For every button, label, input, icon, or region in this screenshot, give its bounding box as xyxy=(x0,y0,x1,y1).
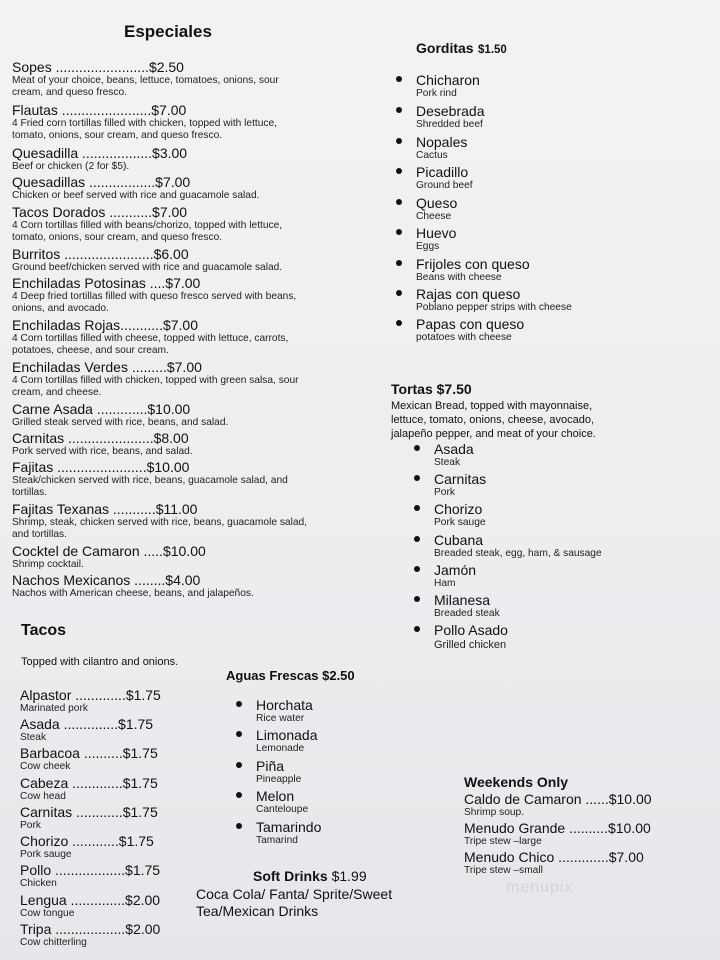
weekend-item xyxy=(464,820,651,848)
item-name: Pollo ..................$1.75 xyxy=(20,862,161,878)
item-name: Chicharon xyxy=(416,72,480,88)
item-name: Milanesa xyxy=(434,592,491,608)
item-name: Huevo xyxy=(416,225,457,241)
tortas-description xyxy=(391,399,596,441)
item-desc: 4 Corn tortillas filled with cheese, topped with lettuce, carrots, potatoes, cheese, and sour cream. xyxy=(12,333,289,356)
item-name: Limonada xyxy=(256,727,318,743)
gorditas-heading xyxy=(416,40,507,58)
item-desc: Cheese xyxy=(416,211,452,222)
bullet-icon xyxy=(414,475,420,481)
item-desc: Shrimp cocktail. xyxy=(12,559,84,570)
item-desc: Meat of your choice, beans, lettuce, tomatoes, onions, sour cream, and queso fresco. xyxy=(12,75,279,98)
especiales-heading: Especiales xyxy=(124,22,212,41)
watermark: menupix xyxy=(506,879,574,896)
item-desc: Eggs xyxy=(416,241,440,252)
tortas-desc-line: Mexican Bread, topped with mayonnaise, xyxy=(391,400,593,412)
bullet-icon xyxy=(236,731,242,737)
item-desc: Poblano pepper strips with cheese xyxy=(416,302,572,313)
bullet-icon xyxy=(396,229,402,235)
gorditas-price: $1.50 xyxy=(478,44,507,56)
item-desc: Cow cheek xyxy=(20,761,71,772)
torta-item xyxy=(414,562,476,590)
taco-item xyxy=(20,833,154,861)
especiales-item xyxy=(12,174,352,202)
especiales-item xyxy=(12,204,352,243)
gordita-item xyxy=(396,256,530,284)
item-name: Melon xyxy=(256,788,295,804)
item-desc: Ground beef xyxy=(416,180,473,191)
weekend-item xyxy=(464,791,652,819)
item-desc: Canteloupe xyxy=(256,804,309,815)
weekend-item xyxy=(464,849,644,877)
item-desc: Cow chitterling xyxy=(20,937,87,948)
item-desc: Pork xyxy=(20,820,41,831)
gorditas-title: Gorditas xyxy=(416,40,474,56)
gordita-item xyxy=(396,225,456,253)
item-name: Enchiladas Rojas...........$7.00 xyxy=(12,317,198,333)
item-desc: Chicken xyxy=(20,878,57,889)
item-name: Jamón xyxy=(434,562,477,578)
soft-drinks-heading xyxy=(253,868,367,884)
item-name: Chorizo xyxy=(434,501,483,517)
item-name: Tripa ..................$2.00 xyxy=(20,921,161,937)
especiales-item xyxy=(12,102,352,141)
bullet-icon xyxy=(396,199,402,205)
tortas-desc-line: jalapeño pepper, and meat of your choice. xyxy=(391,428,596,440)
agua-item xyxy=(236,788,308,816)
soft-drinks-line: Coca Cola/ Fanta/ Sprite/Sweet xyxy=(196,886,393,902)
soft-drinks-list xyxy=(196,886,392,920)
item-desc: Steak/chicken served with rice, beans, guacamole salad, and tortillas. xyxy=(12,475,288,498)
item-desc: Tripe stew –large xyxy=(464,836,542,847)
item-name: Quesadilla ..................$3.00 xyxy=(12,145,188,161)
item-name: Chorizo ............$1.75 xyxy=(20,833,154,849)
item-desc: Pork sauge xyxy=(434,517,486,528)
item-desc: Steak xyxy=(20,732,47,743)
item-name: Fajitas Texanas ...........$11.00 xyxy=(12,501,198,517)
item-desc: Grilled steak served with rice, beans, and salad. xyxy=(12,417,229,428)
item-name: Alpastor .............$1.75 xyxy=(20,687,161,703)
bullet-icon xyxy=(396,320,402,326)
item-desc: Shrimp soup. xyxy=(464,807,525,818)
torta-item xyxy=(414,622,508,652)
taco-item xyxy=(20,745,158,773)
taco-item xyxy=(20,921,160,949)
soft-drinks-line: Tea/Mexican Drinks xyxy=(196,903,319,919)
especiales-item xyxy=(12,317,352,356)
item-desc: Shredded beef xyxy=(416,119,483,130)
bullet-icon xyxy=(414,536,420,542)
item-desc: Grilled chicken xyxy=(434,639,507,651)
torta-item xyxy=(414,471,486,499)
bullet-icon xyxy=(396,76,402,82)
bullet-icon xyxy=(396,260,402,266)
item-name: Tacos Dorados ...........$7.00 xyxy=(12,204,188,220)
item-name: Rajas con queso xyxy=(416,286,521,302)
item-name: Menudo Grande ..........$10.00 xyxy=(464,820,651,836)
item-desc: Pork served with rice, beans, and salad. xyxy=(12,446,193,457)
especiales-item xyxy=(12,572,352,600)
taco-item xyxy=(20,862,160,890)
gordita-item xyxy=(396,316,524,344)
taco-item xyxy=(20,892,160,920)
weekends-heading: Weekends Only xyxy=(464,774,569,790)
item-name: Fajitas .......................$10.00 xyxy=(12,459,190,475)
item-desc: 4 Fried corn tortillas filled with chicken, topped with lettuce, tomato, onions, sour cream, and queso fresco. xyxy=(12,118,277,141)
especiales-item xyxy=(12,359,352,398)
item-desc: Pineapple xyxy=(256,774,302,785)
item-name: Pollo Asado xyxy=(434,622,508,638)
taco-item xyxy=(20,716,153,744)
torta-item xyxy=(414,441,474,469)
item-desc: Cactus xyxy=(416,150,448,161)
gordita-item xyxy=(396,195,457,223)
especiales-item xyxy=(12,145,352,173)
bullet-icon xyxy=(396,107,402,113)
gordita-item xyxy=(396,164,473,192)
item-name: Piña xyxy=(256,758,285,774)
bullet-icon xyxy=(414,596,420,602)
item-name: Lengua ..............$2.00 xyxy=(20,892,161,908)
item-desc: Lemonade xyxy=(256,743,305,754)
item-name: Cubana xyxy=(434,532,484,548)
bullet-icon xyxy=(414,505,420,511)
item-desc: Pork rind xyxy=(416,88,457,99)
bullet-icon xyxy=(236,792,242,798)
item-desc: potatoes with cheese xyxy=(416,332,512,343)
especiales-item xyxy=(12,59,352,98)
item-name: Enchiladas Potosinas ....$7.00 xyxy=(12,275,201,291)
tortas-heading: Tortas $7.50 xyxy=(391,381,472,397)
item-desc: Tamarind xyxy=(256,835,298,846)
item-name: Carnitas ......................$8.00 xyxy=(12,430,189,446)
torta-item xyxy=(414,592,500,620)
item-name: Tamarindo xyxy=(256,819,322,835)
item-desc: Ham xyxy=(434,578,456,589)
bullet-icon xyxy=(414,566,420,572)
item-name: Horchata xyxy=(256,697,313,713)
especiales-item xyxy=(12,275,352,314)
item-name: Asada ..............$1.75 xyxy=(20,716,154,732)
item-desc: Shrimp, steak, chicken served with rice, beans, guacamole salad, and tortillas. xyxy=(12,517,308,540)
torta-item xyxy=(414,501,486,529)
item-name: Frijoles con queso xyxy=(416,256,530,272)
item-name: Nachos Mexicanos ........$4.00 xyxy=(12,572,201,588)
item-desc: Pork sauge xyxy=(20,849,72,860)
item-name: Caldo de Camaron ......$10.00 xyxy=(464,791,652,807)
item-desc: Ground beef/chicken served with rice and guacamole salad. xyxy=(12,262,283,273)
item-desc: Breaded steak, egg, ham, & sausage xyxy=(434,548,602,559)
aguas-heading: Aguas Frescas $2.50 xyxy=(226,668,355,683)
item-desc: Rice water xyxy=(256,713,305,724)
item-desc: Cow tongue xyxy=(20,908,75,919)
item-desc: Pork xyxy=(434,487,455,498)
tacos-subtitle: Topped with cilantro and onions. xyxy=(21,656,179,668)
item-desc: Marinated pork xyxy=(20,703,88,714)
item-name: Desebrada xyxy=(416,103,485,119)
item-desc: Breaded steak xyxy=(434,608,500,619)
agua-item xyxy=(236,697,313,725)
taco-item xyxy=(20,687,161,715)
item-desc: Chicken or beef served with rice and guacamole salad. xyxy=(12,190,260,201)
item-desc: Beans with cheese xyxy=(416,272,502,283)
soft-drinks-title: Soft Drinks xyxy=(253,868,328,884)
item-desc: Cow head xyxy=(20,791,66,802)
especiales-item xyxy=(12,459,352,498)
item-desc: 4 Corn tortillas filled with chicken, topped with green salsa, sour cream, and cheese. xyxy=(12,375,299,398)
bullet-icon xyxy=(396,138,402,144)
agua-item xyxy=(236,758,301,786)
item-name: Picadillo xyxy=(416,164,469,180)
item-name: Cocktel de Camaron .....$10.00 xyxy=(12,543,206,559)
item-name: Sopes ........................$2.50 xyxy=(12,59,184,75)
gordita-item xyxy=(396,286,572,314)
bullet-icon xyxy=(396,290,402,296)
gordita-item xyxy=(396,72,480,100)
torta-item xyxy=(414,532,602,560)
gordita-item xyxy=(396,103,485,131)
item-desc: Beef or chicken (2 for $5). xyxy=(12,161,130,172)
bullet-icon xyxy=(236,823,242,829)
bullet-icon xyxy=(236,762,242,768)
item-desc: 4 Deep fried tortillas filled with queso fresco served with beans, onions, and avocado. xyxy=(12,291,297,314)
especiales-item xyxy=(12,430,352,458)
item-name: Asada xyxy=(434,441,474,457)
item-desc: 4 Corn tortillas filled with beans/chorizo, topped with lettuce, tomato, onions, sour cream, and queso fresco. xyxy=(12,220,283,243)
item-name: Carne Asada .............$10.00 xyxy=(12,401,191,417)
gordita-item xyxy=(396,134,467,162)
especiales-item xyxy=(12,401,352,429)
item-name: Enchiladas Verdes .........$7.00 xyxy=(12,359,202,375)
bullet-icon xyxy=(236,701,242,707)
especiales-item xyxy=(12,246,352,274)
item-name: Cabeza .............$1.75 xyxy=(20,775,158,791)
especiales-item xyxy=(12,543,352,571)
especiales-item xyxy=(12,501,352,540)
bullet-icon xyxy=(396,168,402,174)
item-name: Papas con queso xyxy=(416,316,525,332)
item-name: Carnitas ............$1.75 xyxy=(20,804,158,820)
item-name: Queso xyxy=(416,195,458,211)
item-desc: Tripe stew –small xyxy=(464,865,543,876)
item-desc: Nachos with American cheese, beans, and jalapeños. xyxy=(12,588,254,599)
item-desc: Steak xyxy=(434,457,461,468)
agua-item xyxy=(236,819,321,847)
item-name: Quesadillas .................$7.00 xyxy=(12,174,191,190)
item-name: Menudo Chico .............$7.00 xyxy=(464,849,644,865)
bullet-icon xyxy=(414,626,420,632)
item-name: Barbacoa ..........$1.75 xyxy=(20,745,158,761)
soft-drinks-price: $1.99 xyxy=(331,868,367,884)
tacos-heading: Tacos xyxy=(21,622,67,639)
item-name: Nopales xyxy=(416,134,468,150)
item-name: Flautas .......................$7.00 xyxy=(12,102,187,118)
taco-item xyxy=(20,804,158,832)
bullet-icon xyxy=(414,445,420,451)
tortas-desc-line: lettuce, tomato, onions, cheese, avocado, xyxy=(391,414,595,426)
agua-item xyxy=(236,727,318,755)
item-name: Carnitas xyxy=(434,471,487,487)
taco-item xyxy=(20,775,158,803)
item-name: Burritos .......................$6.00 xyxy=(12,246,189,262)
